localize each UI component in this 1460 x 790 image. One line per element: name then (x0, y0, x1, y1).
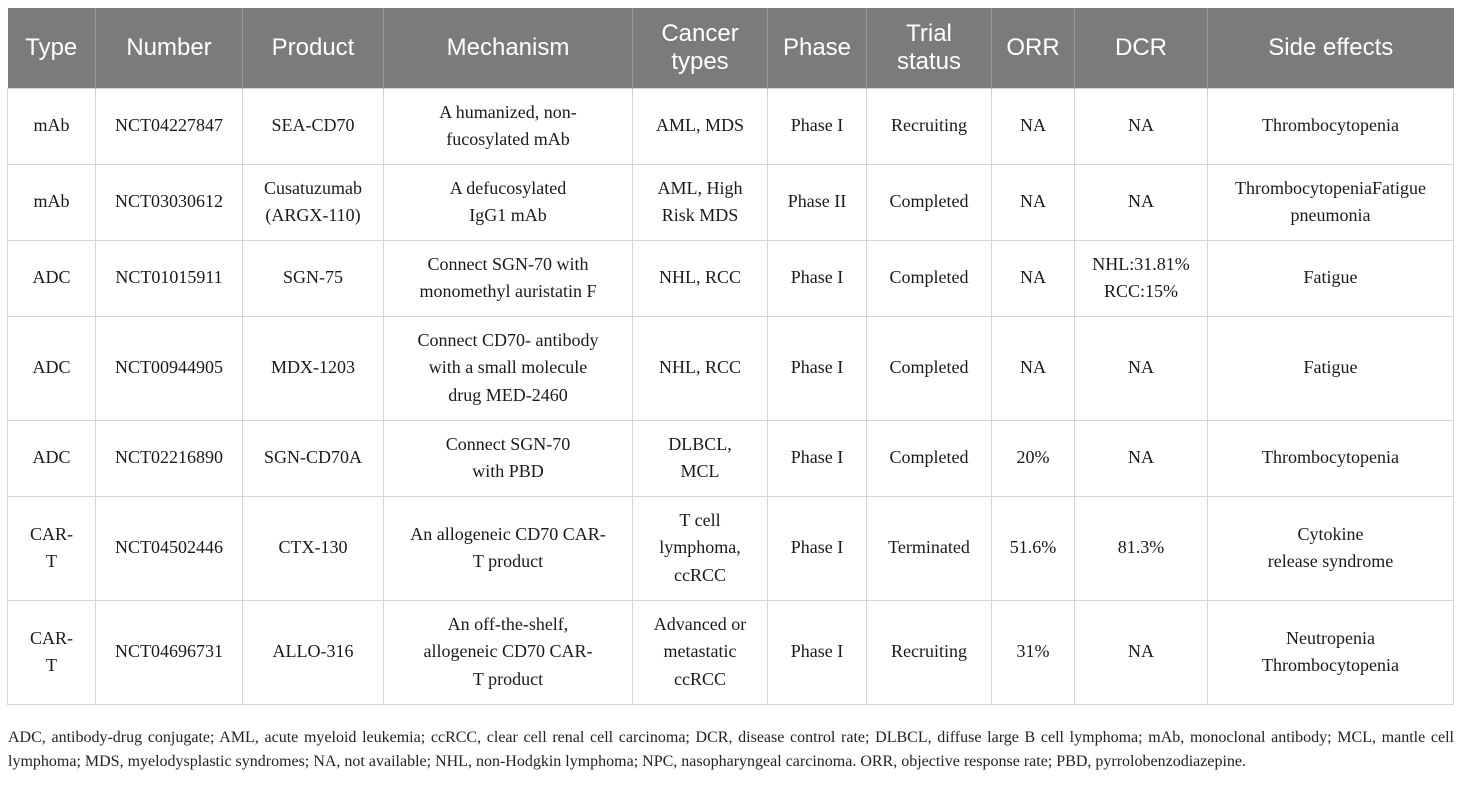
header-product (243, 8, 384, 88)
header-label: Trial status (896, 19, 962, 75)
cell-type: CAR- T (8, 496, 96, 600)
cell-mechanism: Connect SGN-70 with PBD (384, 420, 633, 496)
table-row (8, 164, 1454, 240)
cell-phase: Phase I (768, 316, 867, 420)
cell-orr: 31% (992, 600, 1075, 704)
cell-orr: NA (992, 88, 1075, 164)
cell-orr: NA (992, 316, 1075, 420)
cell-mechanism: Connect SGN-70 with monomethyl auristatin F (384, 240, 633, 316)
cell-mechanism: A defucosylated IgG1 mAb (384, 164, 633, 240)
cell-cancer-types: DLBCL, MCL (633, 420, 768, 496)
cell-number: NCT03030612 (96, 164, 243, 240)
cell-product: SGN-75 (243, 240, 384, 316)
cell-phase: Phase II (768, 164, 867, 240)
cell-mechanism: An off-the-shelf, allogeneic CD70 CAR- T product (384, 600, 633, 704)
cell-side-effects: ThrombocytopeniaFatigue pneumonia (1208, 164, 1454, 240)
table-row (8, 88, 1454, 164)
cell-type: ADC (8, 316, 96, 420)
cell-trial-status: Completed (867, 164, 992, 240)
cell-dcr: NA (1075, 88, 1208, 164)
cell-side-effects: Neutropenia Thrombocytopenia (1208, 600, 1454, 704)
cell-side-effects: Fatigue (1208, 316, 1454, 420)
cell-phase: Phase I (768, 420, 867, 496)
cell-orr: NA (992, 164, 1075, 240)
header-label: Phase (782, 33, 852, 61)
header-phase (768, 8, 867, 88)
table-row (8, 496, 1454, 600)
table-row (8, 420, 1454, 496)
cell-product: Cusatuzumab (ARGX-110) (243, 164, 384, 240)
header-orr (992, 8, 1075, 88)
header-side-effects (1208, 8, 1454, 88)
cell-number: NCT01015911 (96, 240, 243, 316)
cell-cancer-types: AML, MDS (633, 88, 768, 164)
cell-cancer-types: T cell lymphoma, ccRCC (633, 496, 768, 600)
cell-cancer-types: NHL, RCC (633, 316, 768, 420)
cell-product: SGN-CD70A (243, 420, 384, 496)
table-row (8, 316, 1454, 420)
cell-type: ADC (8, 420, 96, 496)
cell-orr: NA (992, 240, 1075, 316)
header-label: DCR (1115, 33, 1167, 61)
cell-product: CTX-130 (243, 496, 384, 600)
table-header-row (8, 8, 1454, 88)
cell-product: SEA-CD70 (243, 88, 384, 164)
cell-trial-status: Terminated (867, 496, 992, 600)
cell-cancer-types: AML, High Risk MDS (633, 164, 768, 240)
cell-mechanism: An allogeneic CD70 CAR- T product (384, 496, 633, 600)
cell-side-effects: Thrombocytopenia (1208, 88, 1454, 164)
header-number (96, 8, 243, 88)
cell-dcr: NA (1075, 600, 1208, 704)
cell-dcr: NA (1075, 164, 1208, 240)
cell-side-effects: Fatigue (1208, 240, 1454, 316)
cell-phase: Phase I (768, 600, 867, 704)
header-label: Cancer types (661, 19, 739, 75)
header-label: Number (126, 33, 212, 61)
cell-cancer-types: NHL, RCC (633, 240, 768, 316)
cell-product: MDX-1203 (243, 316, 384, 420)
cell-phase: Phase I (768, 240, 867, 316)
cell-type: ADC (8, 240, 96, 316)
cell-product: ALLO-316 (243, 600, 384, 704)
cell-dcr: 81.3% (1075, 496, 1208, 600)
cell-trial-status: Recruiting (867, 88, 992, 164)
cell-trial-status: Completed (867, 240, 992, 316)
header-label: Type (25, 33, 78, 61)
clinical-trials-table (7, 8, 1454, 705)
cell-number: NCT04696731 (96, 600, 243, 704)
header-label: Product (271, 33, 355, 61)
cell-number: NCT04502446 (96, 496, 243, 600)
cell-side-effects: Cytokine release syndrome (1208, 496, 1454, 600)
trial-table-container (7, 8, 1453, 705)
table-row (8, 600, 1454, 704)
cell-trial-status: Recruiting (867, 600, 992, 704)
cell-orr: 20% (992, 420, 1075, 496)
header-mechanism (384, 8, 633, 88)
cell-orr: 51.6% (992, 496, 1075, 600)
header-label: Mechanism (446, 33, 570, 61)
table-footnote: ADC, antibody-drug conjugate; AML, acute myeloid leukemia; ccRCC, clear cell renal cell carcinoma; DCR, disease control rate; DLBCL, diffuse large B cell lymphoma; mAb, monoclonal antibody; MCL, mantle cell lymphoma; MDS, myelodysplastic syndromes; NA, not available; NHL, non-Hodgkin lymphoma; NPC, nasopharyngeal carcinoma. ORR, objective response rate; PBD, pyrrolobenzodiazepine. (8, 729, 1454, 770)
cell-cancer-types: Advanced or metastatic ccRCC (633, 600, 768, 704)
cell-side-effects: Thrombocytopenia (1208, 420, 1454, 496)
cell-type: mAb (8, 164, 96, 240)
cell-phase: Phase I (768, 88, 867, 164)
header-dcr (1075, 8, 1208, 88)
cell-type: CAR- T (8, 600, 96, 704)
cell-number: NCT04227847 (96, 88, 243, 164)
cell-phase: Phase I (768, 496, 867, 600)
cell-dcr: NHL:31.81% RCC:15% (1075, 240, 1208, 316)
header-trial-status (867, 8, 992, 88)
cell-number: NCT02216890 (96, 420, 243, 496)
cell-mechanism: A humanized, non- fucosylated mAb (384, 88, 633, 164)
cell-type: mAb (8, 88, 96, 164)
cell-mechanism: Connect CD70- antibody with a small molecule drug MED-2460 (384, 316, 633, 420)
header-label: ORR (1006, 33, 1060, 61)
header-type (8, 8, 96, 88)
cell-trial-status: Completed (867, 420, 992, 496)
cell-dcr: NA (1075, 316, 1208, 420)
cell-number: NCT00944905 (96, 316, 243, 420)
cell-trial-status: Completed (867, 316, 992, 420)
header-label: Side effects (1268, 33, 1394, 61)
cell-dcr: NA (1075, 420, 1208, 496)
header-cancer-types (633, 8, 768, 88)
table-row (8, 240, 1454, 316)
